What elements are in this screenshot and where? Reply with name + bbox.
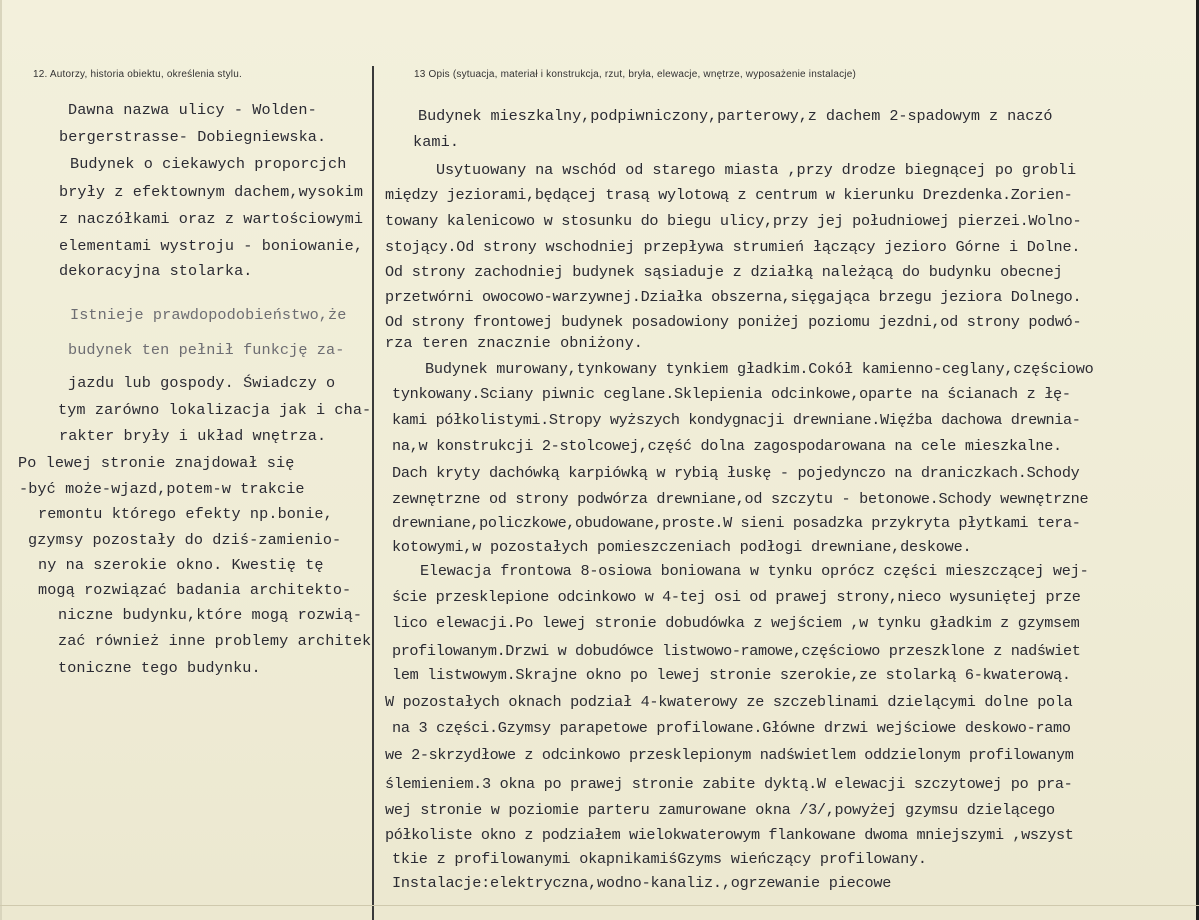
right-line: zewnętrzne od strony podwórza drewniane,od szczytu - betonowe.Schody wewnętrzne bbox=[392, 490, 1089, 508]
right-line: półkoliste okno z podziałem wielokwaterowym flankowane dwoma mniejszymi ,wszyst bbox=[385, 826, 1074, 844]
left-line: Istnieje prawdopodobieństwo,że bbox=[70, 306, 347, 324]
section-13-header: 13 Opis (sytuacja, materiał i konstrukcja, rzut, bryła, elewacje, wnętrze, wyposażenie instalacje) bbox=[414, 69, 856, 80]
left-line: zać również inne problemy architek bbox=[58, 632, 372, 650]
page-fold-line bbox=[0, 905, 1199, 906]
right-line: na 3 części.Gzymsy parapetowe profilowane.Główne drzwi wejściowe deskowo-ramo bbox=[392, 719, 1071, 737]
right-line: stojący.Od strony wschodniej przepływa strumień łączący jezioro Górne i Dolne. bbox=[385, 238, 1081, 256]
left-line: Po lewej stronie znajdował się bbox=[18, 454, 295, 472]
right-line: Od strony frontowej budynek posadowiony poniżej poziomu jezdni,od strony podwó- bbox=[385, 313, 1082, 331]
left-line: gzymsy pozostały do dziś-zamienio- bbox=[28, 531, 342, 549]
left-line: ny na szerokie okno. Kwestię tę bbox=[38, 556, 324, 574]
right-line: ście przesklepione odcinkowo w 4-tej osi od prawej strony,nieco wysuniętej prze bbox=[392, 588, 1081, 606]
right-line: przetwórni owocowo-warzywnej.Działka obszerna,sięgająca brzegu jeziora Dolnego. bbox=[385, 288, 1082, 306]
right-line: profilowanym.Drzwi w dobudówce listwowo-ramowe,częściowo przeszklone z nadświet bbox=[392, 642, 1081, 660]
right-line: W pozostałych oknach podział 4-kwaterowy ze szczeblinami dzielącymi dolne pola bbox=[385, 693, 1073, 711]
right-line: tynkowany.Sciany piwnic ceglane.Sklepienia odcinkowe,oparte na ścianach z łę- bbox=[392, 385, 1071, 403]
left-line: Budynek o ciekawych proporcjch bbox=[70, 155, 347, 173]
right-line: wej stronie w poziomie parteru zamurowane okna /3/,powyżej gzymsu dzielącego bbox=[385, 801, 1055, 819]
right-line: Usytuowany na wschód od starego miasta ,przy drodze biegnącej po grobli bbox=[436, 161, 1076, 179]
left-line: budynek ten pełnił funkcję za- bbox=[68, 341, 345, 359]
left-line: bryły z efektownym dachem,wysokim bbox=[59, 183, 364, 201]
right-line: Dach kryty dachówką karpiówką w rybią łuskę - pojedynczo na draniczkach.Schody bbox=[392, 464, 1080, 482]
right-line: Instalacje:elektryczna,wodno-kanaliz.,ogrzewanie piecowe bbox=[392, 874, 892, 892]
right-line: kami. bbox=[413, 133, 460, 151]
right-line: kotowymi,w pozostałych pomieszczeniach podłogi drewniane,deskowe. bbox=[392, 538, 972, 556]
column-divider bbox=[372, 66, 374, 920]
left-line: bergerstrasse- Dobiegniewska. bbox=[59, 128, 327, 146]
left-line: toniczne tego budynku. bbox=[58, 659, 261, 677]
right-line: Od strony zachodniej budynek sąsiaduje z działką należącą do budynku obecnej bbox=[385, 263, 1063, 281]
page-left-edge bbox=[0, 0, 2, 920]
left-line: Dawna nazwa ulicy - Wolden- bbox=[68, 101, 317, 119]
left-line: -być może-wjazd,potem-w trakcie bbox=[19, 480, 305, 498]
left-line: elementami wystroju - boniowanie, bbox=[59, 237, 364, 255]
right-line: drewniane,policzkowe,obudowane,proste.W sieni posadzka przykryta płytkami tera- bbox=[392, 514, 1081, 532]
right-line: Elewacja frontowa 8-osiowa boniowana w tynku oprócz części mieszczącej wej- bbox=[420, 562, 1089, 580]
right-line: towany kalenicowo w stosunku do biegu ulicy,przy jej południowej pierzei.Wolno- bbox=[385, 212, 1082, 230]
left-line: jazdu lub gospody. Świadczy o bbox=[68, 374, 336, 392]
left-line: mogą rozwiązać badania architekto- bbox=[38, 581, 352, 599]
right-line: Budynek mieszkalny,podpiwniczony,parterowy,z dachem 2-spadowym z naczó bbox=[418, 107, 1053, 125]
right-line: kami półkolistymi.Stropy wyższych kondygnacji drewniane.Więźba dachowa drewnia- bbox=[392, 411, 1081, 429]
left-line: rakter bryły i układ wnętrza. bbox=[59, 427, 327, 445]
right-line: lico elewacji.Po lewej stronie dobudówka z wejściem ,w tynku gładkim z gzymsem bbox=[392, 614, 1080, 632]
right-line: Budynek murowany,tynkowany tynkiem gładkim.Cokół kamienno-ceglany,częściowo bbox=[425, 360, 1094, 378]
right-line: ślemieniem.3 okna po prawej stronie zabite dyktą.W elewacji szczytowej po pra- bbox=[385, 775, 1073, 793]
left-line: niczne budynku,które mogą rozwią- bbox=[58, 606, 363, 624]
right-line: na,w konstrukcji 2-stolcowej,część dolna zagospodarowana na cele mieszkalne. bbox=[392, 437, 1062, 455]
left-line: dekoracyjna stolarka. bbox=[59, 262, 253, 280]
right-line: we 2-skrzydłowe z odcinkowo przesklepionym nadświetlem oddzielonym profilowanym bbox=[385, 746, 1074, 764]
left-line: tym zarówno lokalizacja jak i cha- bbox=[58, 401, 372, 419]
section-12-header: 12. Autorzy, historia obiektu, określenia stylu. bbox=[33, 69, 242, 80]
left-line: z naczółkami oraz z wartościowymi bbox=[59, 210, 364, 228]
right-line: między jeziorami,będącej trasą wylotową z centrum w kierunku Drezdenka.Zorien- bbox=[385, 186, 1073, 204]
right-line: rza teren znacznie obniżony. bbox=[385, 334, 643, 352]
left-line: remontu którego efekty np.bonie, bbox=[38, 505, 333, 523]
right-line: lem listwowym.Skrajne okno po lewej stronie szerokie,ze stolarką 6-kwaterową. bbox=[392, 666, 1071, 684]
right-line: tkie z profilowanymi okapnikamiśGzyms wieńczący profilowany. bbox=[392, 850, 927, 868]
